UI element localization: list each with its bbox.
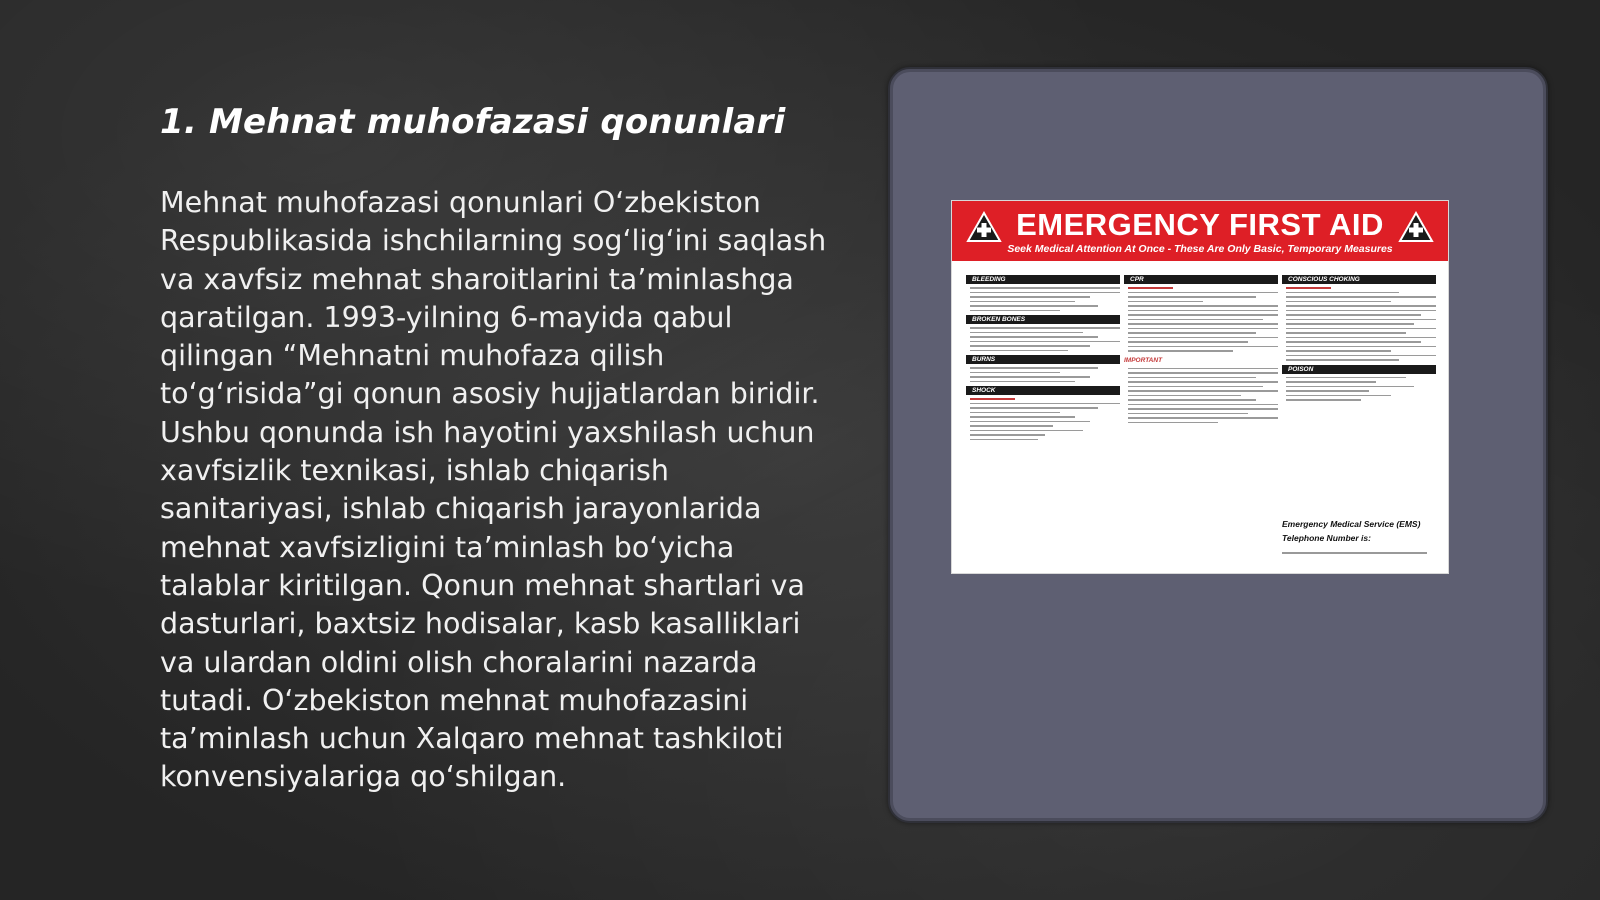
telephone-underline (1282, 552, 1427, 554)
warning-triangle-icon (1398, 211, 1434, 243)
first-aid-poster-image (951, 200, 1449, 574)
poster-column-2 (1124, 271, 1278, 426)
section-header-conscious-choking: CONSCIOUS CHOKING (1282, 275, 1436, 284)
slide-title: 1. Mehnat muhofazasi qonunlari (160, 102, 786, 142)
section-header-broken-bones: BROKEN BONES (966, 315, 1120, 324)
poster-column-1 (966, 271, 1120, 443)
slide-body-text: Mehnat muhofazasi qonunlari O‘zbekiston Respublikasida ishchilarning sog‘lig‘ini saqlash va xavfsiz mehnat sharoitlarini ta’minlashga qaratilgan. 1993-yilning 6-mayida qabul qilingan “Mehnatni muhofaza qilish to‘g‘risida”gi qonun asosiy hujjatlardan biridir. Ushbu qonunda ish hayotini yaxshilash uchun xavfsizlik texnikasi, ishlab chiqarish sanitariyasi, ishlab chiqarish jarayonlarida mehnat xavfsizligini ta’minlash bo‘yicha talablar kiritilgan. Qonun mehnat shartlari va dasturlari, baxtsiz hodisalar, kasb kasalliklari va ulardan oldini olish choralarini nazarda tutadi. O‘zbekiston mehnat muhofazasini ta’minlash uchun Xalqaro mehnat tashkiloti konvensiyalariga qo‘shilgan. (160, 186, 827, 794)
ems-info (1282, 519, 1442, 547)
section-header-cpr: CPR (1124, 275, 1278, 284)
section-header-burns: BURNS (966, 355, 1120, 364)
section-header-shock: SHOCK (966, 386, 1120, 395)
telephone-label: Telephone Number is: (1282, 533, 1371, 543)
poster-column-3 (1282, 271, 1436, 404)
ems-label: Emergency Medical Service (EMS) (1282, 519, 1421, 529)
section-header-poison: POISON (1282, 365, 1436, 374)
poster-title: EMERGENCY FIRST AID (1016, 207, 1384, 242)
poster-banner (952, 201, 1448, 261)
poster-subtitle: Seek Medical Attention At Once - These Are Only Basic, Temporary Measures (1007, 243, 1393, 255)
section-header-important: IMPORTANT (1124, 356, 1163, 364)
section-header-bleeding: BLEEDING (966, 275, 1120, 284)
